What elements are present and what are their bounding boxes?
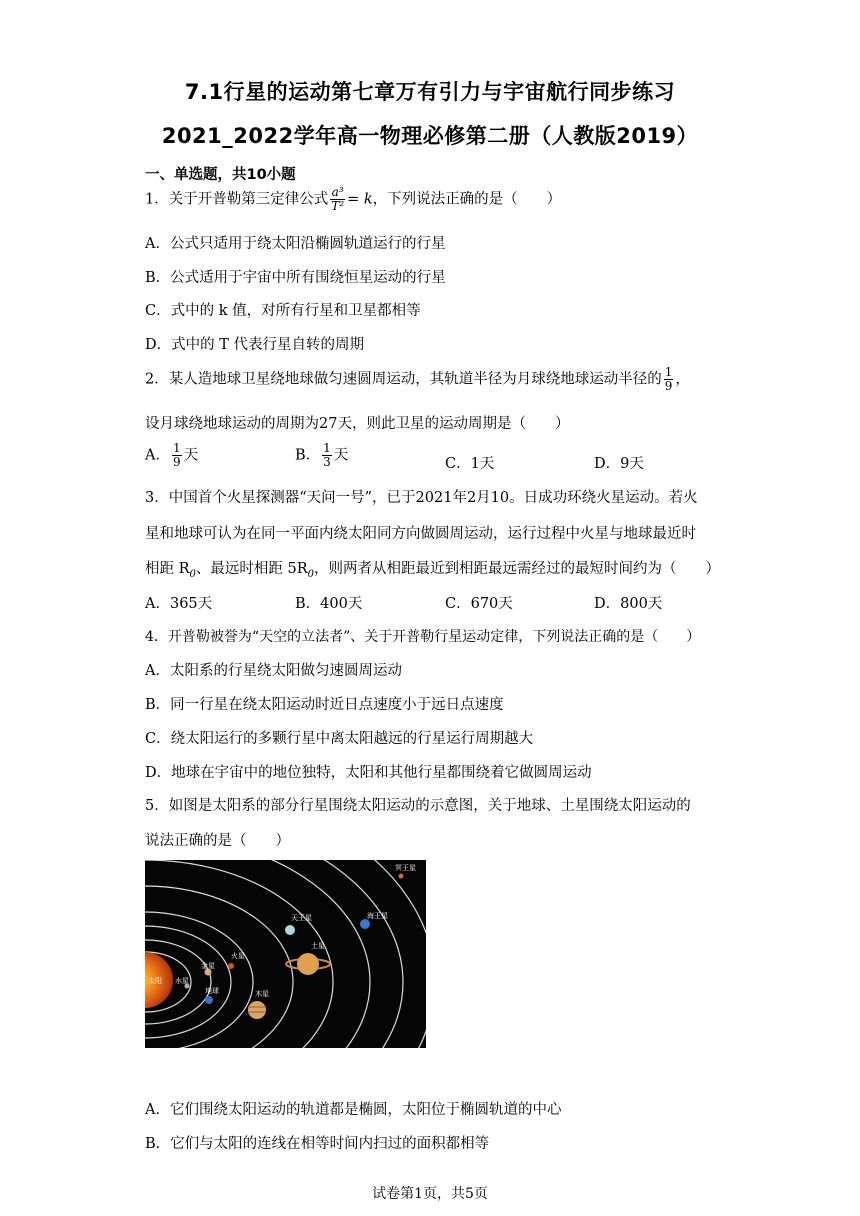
q1-option-d: D．式中的 T 代表行星自转的周期 [145, 337, 365, 353]
q2-a-label: A． [145, 447, 170, 464]
q3-option-a: A．365天 [145, 596, 213, 612]
q3-line3-a: 相距 R [145, 561, 190, 577]
saturn-icon [297, 953, 319, 975]
orbit-pluto [145, 860, 426, 1048]
q2-option-b [295, 442, 348, 469]
jupiter-icon [248, 1001, 266, 1019]
sun-label: 太阳 [148, 977, 162, 985]
section-heading: 一、单选题，共10小题 [145, 167, 296, 183]
q2-b-unit: 天 [333, 447, 349, 464]
q2-stem-line-1 [145, 366, 690, 393]
q2-frac-den: 9 [664, 379, 673, 393]
q5-stem-line-2: 说法正确的是（ ） [145, 833, 290, 849]
q2-b-num: 1 [323, 441, 331, 455]
q3-stem-line-1: 3．中国首个火星探测器“天问一号”，已于2021年2月10。日成功环绕火星运动。若火 [145, 490, 698, 506]
q1-formula [330, 186, 345, 213]
q2-a-den: 9 [172, 455, 181, 469]
q1-option-b: B．公式适用于宇宙中所有围绕恒星运动的行星 [145, 270, 446, 286]
q1-prefix: 1．关于开普勒第三定律公式 [145, 191, 329, 208]
q4-option-d: D．地球在宇宙中的地位独特，太阳和其他行星都围绕着它做圆周运动 [145, 765, 592, 781]
uranus-icon [285, 925, 295, 935]
q3-option-b: B．400天 [295, 596, 363, 612]
mercury-label: 水星 [175, 977, 189, 985]
q2-line1-end: ， [675, 371, 690, 388]
q2-a-num: 1 [172, 441, 181, 455]
q1-formula-rhs: = k [347, 191, 373, 208]
q3-stem-line-3 [145, 557, 720, 580]
q3-stem-line-2: 星和地球可认为在同一平面内绕太阳同方向做圆周运动，运行过程中火星与地球最近时 [145, 526, 696, 542]
q4-option-a: A．太阳系的行星绕太阳做匀速圆周运动 [145, 663, 402, 679]
q2-stem-line-2: 设月球绕地球运动的周期为27天，则此卫星的运动周期是（ ） [145, 416, 570, 432]
q2-b-label: B． [295, 447, 321, 464]
q2-a-unit: 天 [183, 447, 199, 464]
orbits [145, 860, 426, 1048]
q1-stem [145, 186, 561, 213]
mars-icon [228, 963, 234, 969]
solar-system-figure [145, 860, 426, 1048]
jupiter-label: 木星 [255, 990, 269, 998]
q2-b-frac [322, 442, 332, 469]
earth-icon [205, 996, 213, 1004]
title-line-2: 2021_2022学年高一物理必修第二册（人教版2019） [161, 124, 699, 148]
orbit-neptune [145, 860, 403, 1048]
q1-formula-num: a³ [331, 185, 344, 199]
q2-b-den: 3 [323, 455, 331, 469]
q1-formula-den: T² [331, 199, 345, 213]
page-footer: 试卷第1页，共5页 [372, 1186, 488, 1202]
uranus-label: 天王星 [291, 914, 312, 922]
q3-line3-c: ，则两者从相距最近到相距最远需经过的最短时间约为（ ） [314, 561, 721, 577]
q3-sub-1: 0 [189, 568, 196, 580]
pluto-icon [399, 874, 404, 879]
q2-option-d: D．9天 [594, 456, 644, 472]
q2-line1-text: 2．某人造地球卫星绕地球做匀速圆周运动，其轨道半径为月球绕地球运动半径的 [145, 371, 662, 388]
neptune-label: 海王星 [367, 912, 388, 920]
q1-suffix: ，下列说法正确的是（ ） [372, 191, 562, 208]
title-line-1: 7.1行星的运动第七章万有引力与宇宙航行同步练习 [184, 80, 676, 104]
q2-frac-num: 1 [664, 365, 673, 379]
q3-option-d: D．800天 [594, 596, 663, 612]
q5-option-b: B．它们与太阳的连线在相等时间内扫过的面积都相等 [145, 1136, 490, 1152]
solar-system-svg [145, 860, 426, 1048]
q4-stem: 4．开普勒被誉为“天空的立法者”、关于开普勒行星运动定律，下列说法正确的是（ ） [145, 629, 701, 645]
q5-stem-line-1: 5．如图是太阳系的部分行星围绕太阳运动的示意图，关于地球、土星围绕太阳运动的 [145, 798, 691, 814]
mars-label: 火星 [231, 952, 245, 960]
q3-option-c: C．670天 [445, 596, 513, 612]
q1-option-a: A．公式只适用于绕太阳沿椭圆轨道运行的行星 [145, 236, 446, 252]
q1-option-c: C．式中的 k 值，对所有行星和卫星都相等 [145, 303, 421, 319]
q2-a-frac [172, 442, 182, 469]
q2-option-c: C．1天 [445, 456, 495, 472]
q2-option-a [145, 442, 198, 469]
q4-option-b: B．同一行星在绕太阳运动时近日点速度小于远日点速度 [145, 697, 504, 713]
q5-option-a: A．它们围绕太阳运动的轨道都是椭圆，太阳位于椭圆轨道的中心 [145, 1102, 562, 1118]
q3-sub-2: 0 [307, 568, 315, 580]
saturn-label: 土星 [311, 942, 325, 950]
neptune-icon [360, 919, 370, 929]
earth-label: 地球 [205, 987, 219, 995]
q2-fraction [664, 366, 674, 393]
q4-option-c: C．绕太阳运行的多颗行星中离太阳越远的行星运行周期越大 [145, 731, 534, 747]
pluto-label: 冥王星 [395, 864, 416, 872]
venus-label: 金星 [201, 962, 215, 970]
q3-line3-b: 、最远时相距 5R [195, 561, 308, 577]
